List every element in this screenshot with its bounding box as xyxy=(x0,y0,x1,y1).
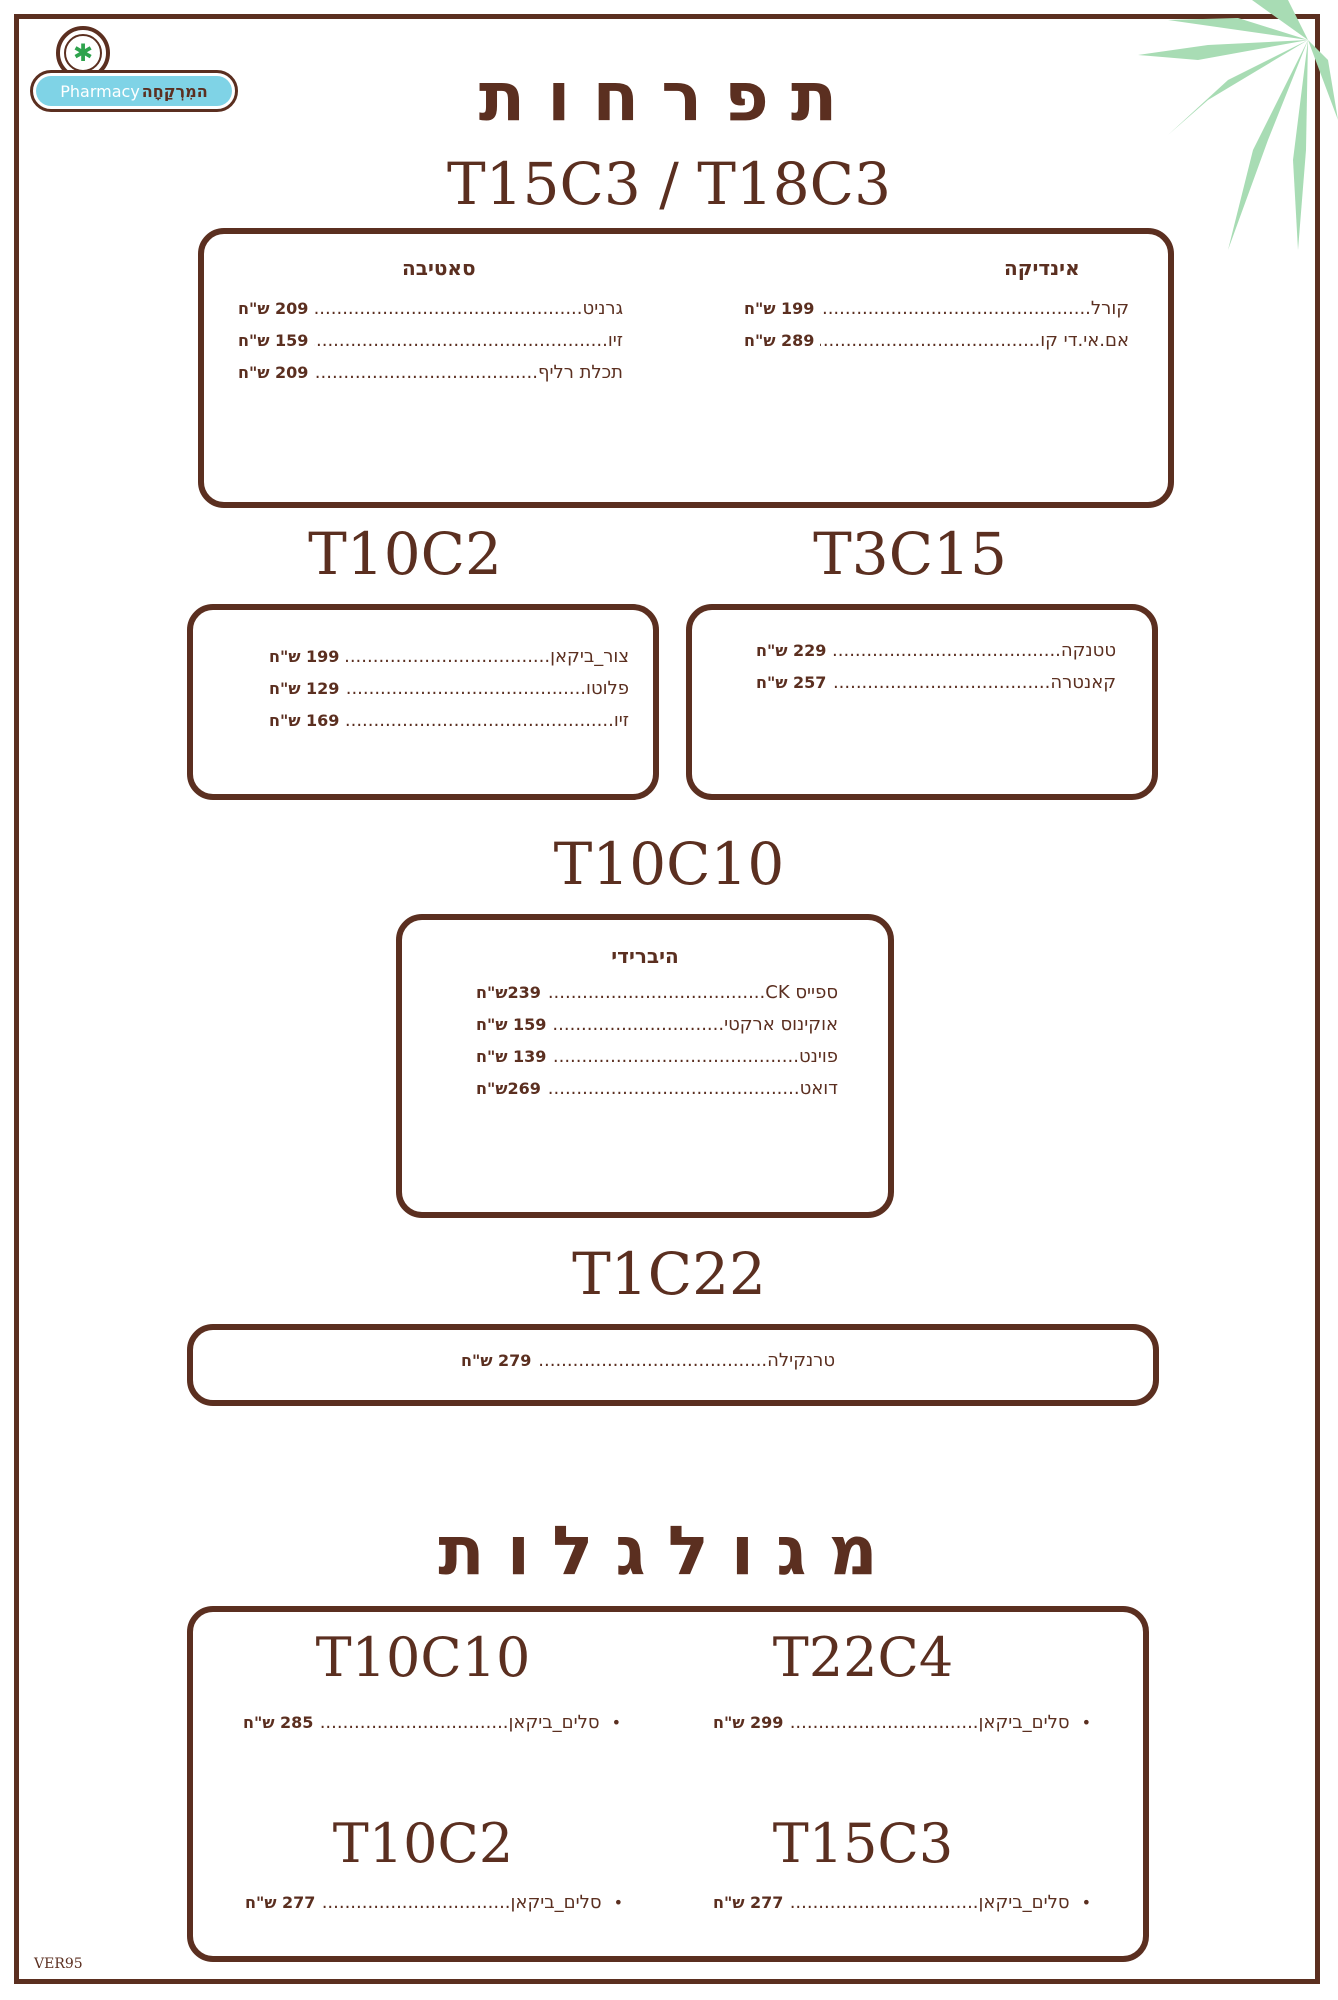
list-item: פוינט ..... 139 ש"ח xyxy=(476,1046,838,1067)
list-item: קאנטרה ..... 257 ש"ח xyxy=(756,672,1116,693)
list-item: טרנקילה ..... 279 ש"ח xyxy=(461,1350,835,1371)
box-t3c15 xyxy=(686,604,1158,800)
box-t10c2 xyxy=(187,604,659,800)
section-title-t10c10: T10C10 xyxy=(553,830,785,898)
list-item: • סלים_ביקאן ..... 277 ש"ח xyxy=(713,1892,1091,1913)
list-item: טטנקה ..... 229 ש"ח xyxy=(756,640,1116,661)
list-item: אוקינוס ארקטי ..... 159 ש"ח xyxy=(476,1014,838,1035)
section-title-t3c15: T3C15 xyxy=(813,520,1007,588)
rolled-title-t10c2: T10C2 xyxy=(332,1812,514,1875)
box-t15c3 xyxy=(198,228,1174,508)
list-item: • סלים_ביקאן ..... 285 ש"ח xyxy=(243,1712,621,1733)
list-item: צור_ביקאן ..... 199 ש"ח xyxy=(269,646,629,667)
hybrid-title: היברידי xyxy=(611,944,679,968)
list-item: • סלים_ביקאן ..... 299 ש"ח xyxy=(713,1712,1091,1733)
sativa-title: סאטיבה xyxy=(402,256,476,280)
indica-title: אינדיקה xyxy=(1004,256,1080,280)
section-title-t1c22: T1C22 xyxy=(572,1240,766,1308)
box-rolled xyxy=(187,1606,1149,1962)
medical-star-icon: ✱ xyxy=(56,26,110,80)
rolled-title-t10c10: T10C10 xyxy=(315,1626,531,1689)
list-item: זיו ..... 159 ש"ח xyxy=(238,330,623,351)
section-title-t15c3-t18c3: T15C3 / T18C3 xyxy=(447,150,891,218)
logo-text-latin: Pharmacy xyxy=(60,81,140,101)
list-item: ספייס CK ..... 239ש"ח xyxy=(476,982,838,1003)
rolled-title-t15c3: T15C3 xyxy=(772,1812,954,1875)
logo-text-hebrew: המִרְקַחָה xyxy=(141,81,208,101)
rolled-title-t22c4: T22C4 xyxy=(772,1626,954,1689)
version-label: VER95 xyxy=(34,1956,83,1972)
list-item: פלוטו ..... 129 ש"ח xyxy=(269,678,629,699)
title-rolled: מגולגלות xyxy=(438,1512,900,1591)
title-flowers: תפרחות xyxy=(478,58,860,137)
list-item: אם.אי.די קו ..... 289 ש"ח xyxy=(744,330,1129,351)
box-t1c22 xyxy=(187,1324,1159,1406)
list-item: דואט ..... 269ש"ח xyxy=(476,1078,838,1099)
list-item: תכלת רליף ..... 209 ש"ח xyxy=(238,362,623,383)
section-title-t10c2: T10C2 xyxy=(308,520,502,588)
list-item: • סלים_ביקאן ..... 277 ש"ח xyxy=(245,1892,623,1913)
list-item: קורל ..... 199 ש"ח xyxy=(744,298,1129,319)
box-t10c10 xyxy=(396,914,894,1218)
list-item: גרניט ..... 209 ש"ח xyxy=(238,298,623,319)
list-item: זיו ..... 169 ש"ח xyxy=(269,710,629,731)
